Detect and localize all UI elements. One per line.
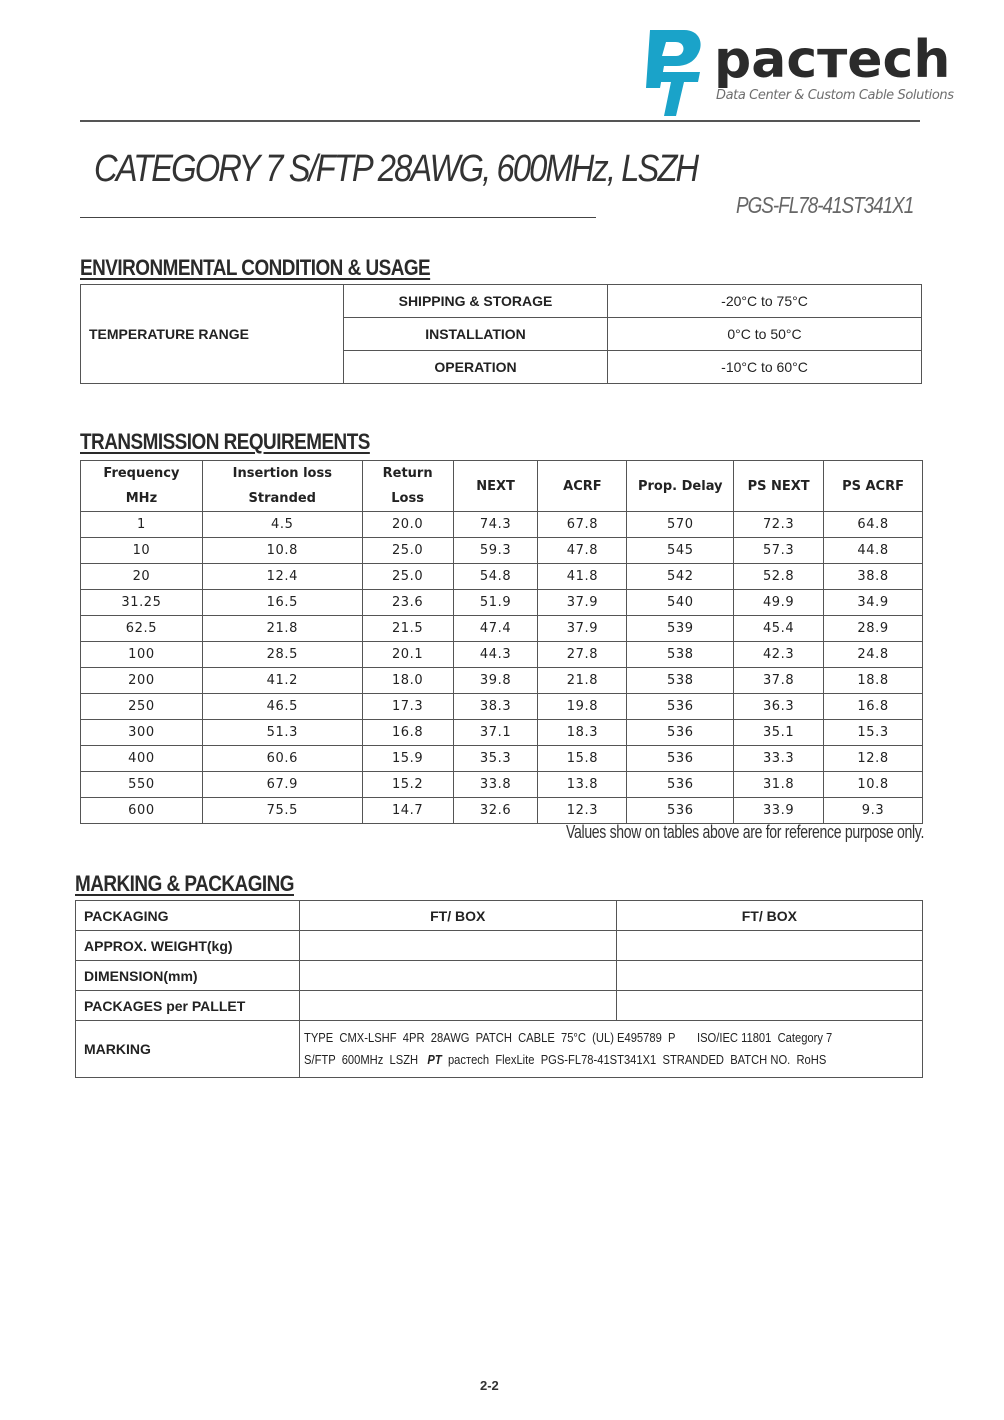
ft-box-header: FT/ BOX bbox=[616, 901, 922, 931]
table-cell: 536 bbox=[627, 720, 734, 746]
table-cell: 15.8 bbox=[538, 746, 627, 772]
table-row bbox=[81, 616, 923, 642]
header-divider bbox=[80, 120, 920, 122]
company-logo bbox=[640, 26, 954, 118]
table-cell: 4.5 bbox=[202, 512, 362, 538]
table-cell: 15.9 bbox=[362, 746, 453, 772]
table-cell: 539 bbox=[627, 616, 734, 642]
table-cell: 52.8 bbox=[734, 564, 824, 590]
table-cell: 536 bbox=[627, 772, 734, 798]
table-cell: 41.8 bbox=[538, 564, 627, 590]
table-cell: 37.9 bbox=[538, 590, 627, 616]
value-cell: -10°C to 60°C bbox=[608, 351, 922, 384]
column-header: ACRF bbox=[538, 461, 627, 512]
table-row bbox=[81, 694, 923, 720]
table-cell: 60.6 bbox=[202, 746, 362, 772]
table-cell: 300 bbox=[81, 720, 203, 746]
table-cell: 31.25 bbox=[81, 590, 203, 616]
transmission-table bbox=[80, 460, 923, 824]
header-line2: Loss bbox=[391, 491, 424, 506]
value-cell bbox=[299, 931, 616, 961]
part-number: PGS-FL78-41ST341X1 bbox=[736, 192, 914, 218]
table-cell: 18.8 bbox=[824, 668, 923, 694]
table-cell: 9.3 bbox=[824, 798, 923, 824]
table-row bbox=[81, 512, 923, 538]
table-cell: 545 bbox=[627, 538, 734, 564]
table-cell: 16.5 bbox=[202, 590, 362, 616]
table-cell: 250 bbox=[81, 694, 203, 720]
table-cell: 536 bbox=[627, 798, 734, 824]
table-cell: 25.0 bbox=[362, 538, 453, 564]
table-cell: 35.1 bbox=[734, 720, 824, 746]
table-cell: 100 bbox=[81, 642, 203, 668]
table-cell: 540 bbox=[627, 590, 734, 616]
condition-cell: INSTALLATION bbox=[344, 318, 608, 351]
table-cell: 17.3 bbox=[362, 694, 453, 720]
table-cell: 14.7 bbox=[362, 798, 453, 824]
table-cell: 31.8 bbox=[734, 772, 824, 798]
marking-table bbox=[75, 900, 923, 1078]
table-cell: 75.5 bbox=[202, 798, 362, 824]
table-cell: 536 bbox=[627, 694, 734, 720]
environment-section-title: ENVIRONMENTAL CONDITION & USAGE bbox=[80, 255, 431, 280]
table-cell: 18.3 bbox=[538, 720, 627, 746]
table-cell: 15.2 bbox=[362, 772, 453, 798]
table-cell: 51.3 bbox=[202, 720, 362, 746]
transmission-section-title: TRANSMISSION REQUIREMENTS bbox=[80, 429, 370, 454]
table-cell: 20.0 bbox=[362, 512, 453, 538]
condition-cell: OPERATION bbox=[344, 351, 608, 384]
table-cell: 44.8 bbox=[824, 538, 923, 564]
table-cell: 33.3 bbox=[734, 746, 824, 772]
table-cell: 600 bbox=[81, 798, 203, 824]
transmission-table-body bbox=[81, 512, 923, 824]
table-row bbox=[76, 991, 923, 1021]
table-cell: 47.4 bbox=[453, 616, 538, 642]
table-row bbox=[81, 538, 923, 564]
pt-logo-icon bbox=[640, 26, 710, 118]
column-header: Prop. Delay bbox=[627, 461, 734, 512]
marking-line2-start: S/FTP 600MHz LSZH bbox=[303, 1052, 428, 1067]
table-cell: 49.9 bbox=[734, 590, 824, 616]
table-cell: 538 bbox=[627, 668, 734, 694]
marking-text bbox=[299, 1021, 922, 1078]
table-cell: 62.5 bbox=[81, 616, 203, 642]
table-cell: 44.3 bbox=[453, 642, 538, 668]
value-cell bbox=[616, 991, 922, 1021]
table-cell: 25.0 bbox=[362, 564, 453, 590]
table-cell: 550 bbox=[81, 772, 203, 798]
reference-note: Values show on tables above are for reference purpose only. bbox=[566, 822, 925, 842]
environment-table bbox=[80, 284, 922, 384]
table-row bbox=[76, 931, 923, 961]
table-cell: 13.8 bbox=[538, 772, 627, 798]
value-cell bbox=[299, 991, 616, 1021]
table-row bbox=[81, 668, 923, 694]
condition-cell: SHIPPING & STORAGE bbox=[344, 285, 608, 318]
table-cell: 74.3 bbox=[453, 512, 538, 538]
header-line1: Insertion loss bbox=[232, 466, 332, 481]
value-cell bbox=[299, 961, 616, 991]
table-cell: 21.8 bbox=[538, 668, 627, 694]
table-cell: 19.8 bbox=[538, 694, 627, 720]
table-cell: 42.3 bbox=[734, 642, 824, 668]
marking-label: MARKING bbox=[76, 1021, 300, 1078]
table-cell: 67.9 bbox=[202, 772, 362, 798]
table-cell: 1 bbox=[81, 512, 203, 538]
table-row bbox=[76, 901, 923, 931]
table-cell: 18.0 bbox=[362, 668, 453, 694]
table-cell: 37.8 bbox=[734, 668, 824, 694]
table-cell: 200 bbox=[81, 668, 203, 694]
table-cell: 536 bbox=[627, 746, 734, 772]
table-cell: 54.8 bbox=[453, 564, 538, 590]
header-line2: Stranded bbox=[248, 491, 316, 506]
ft-box-header: FT/ BOX bbox=[299, 901, 616, 931]
table-cell: 10.8 bbox=[202, 538, 362, 564]
column-header bbox=[362, 461, 453, 512]
table-row bbox=[81, 746, 923, 772]
table-cell: 12.3 bbox=[538, 798, 627, 824]
table-cell: 15.3 bbox=[824, 720, 923, 746]
table-row bbox=[81, 772, 923, 798]
value-cell bbox=[616, 961, 922, 991]
table-row bbox=[81, 720, 923, 746]
logo-tagline: Data Center & Custom Cable Solutions bbox=[716, 88, 954, 103]
column-header: NEXT bbox=[453, 461, 538, 512]
value-cell: -20°C to 75°C bbox=[608, 285, 922, 318]
table-cell: 10 bbox=[81, 538, 203, 564]
table-row bbox=[81, 564, 923, 590]
packaging-label: PACKAGING bbox=[76, 901, 300, 931]
table-row bbox=[81, 590, 923, 616]
table-cell: 57.3 bbox=[734, 538, 824, 564]
table-cell: 41.2 bbox=[202, 668, 362, 694]
page-title: CATEGORY 7 S/FTP 28AWG, 600MHz, LSZH bbox=[94, 148, 698, 190]
table-cell: 32.6 bbox=[453, 798, 538, 824]
table-cell: 28.9 bbox=[824, 616, 923, 642]
table-cell: 37.9 bbox=[538, 616, 627, 642]
table-cell: 20.1 bbox=[362, 642, 453, 668]
table-cell: 46.5 bbox=[202, 694, 362, 720]
header-line2: MHz bbox=[125, 491, 158, 506]
table-cell: 59.3 bbox=[453, 538, 538, 564]
value-cell bbox=[616, 931, 922, 961]
row-label: PACKAGES per PALLET bbox=[76, 991, 300, 1021]
column-header bbox=[81, 461, 203, 512]
pt-brand-mark: PT bbox=[427, 1052, 442, 1067]
table-cell: 538 bbox=[627, 642, 734, 668]
table-cell: 20 bbox=[81, 564, 203, 590]
table-cell: 64.8 bbox=[824, 512, 923, 538]
table-cell: 35.3 bbox=[453, 746, 538, 772]
table-cell: 34.9 bbox=[824, 590, 923, 616]
marking-line1: TYPE CMX-LSHF 4PR 28AWG PATCH CABLE 75°C (UL) E495789 P ISO/IEC 11801 Category 7 bbox=[303, 1030, 833, 1045]
table-cell: 37.1 bbox=[453, 720, 538, 746]
table-cell: 28.5 bbox=[202, 642, 362, 668]
column-header: PS ACRF bbox=[824, 461, 923, 512]
table-cell: 10.8 bbox=[824, 772, 923, 798]
table-cell: 67.8 bbox=[538, 512, 627, 538]
table-header-row bbox=[81, 461, 923, 512]
table-cell: 16.8 bbox=[824, 694, 923, 720]
table-cell: 16.8 bbox=[362, 720, 453, 746]
marking-line2-end: pacтech FlexLite PGS-FL78-41ST341X1 STRANDED BATCH NO. RoHS bbox=[441, 1052, 827, 1067]
table-row bbox=[81, 798, 923, 824]
temperature-range-label: TEMPERATURE RANGE bbox=[81, 285, 344, 384]
table-cell: 12.4 bbox=[202, 564, 362, 590]
header-line1: Frequency bbox=[103, 466, 180, 481]
table-cell: 33.9 bbox=[734, 798, 824, 824]
table-row bbox=[81, 285, 922, 318]
table-cell: 400 bbox=[81, 746, 203, 772]
table-row bbox=[76, 1021, 923, 1078]
table-cell: 570 bbox=[627, 512, 734, 538]
column-header: PS NEXT bbox=[734, 461, 824, 512]
table-cell: 542 bbox=[627, 564, 734, 590]
marking-section-title: MARKING & PACKAGING bbox=[75, 871, 294, 896]
table-cell: 21.5 bbox=[362, 616, 453, 642]
table-row bbox=[81, 642, 923, 668]
table-cell: 47.8 bbox=[538, 538, 627, 564]
table-cell: 23.6 bbox=[362, 590, 453, 616]
title-underline bbox=[80, 217, 596, 218]
table-cell: 72.3 bbox=[734, 512, 824, 538]
logo-wordmark: pacтech bbox=[714, 30, 951, 90]
table-cell: 38.3 bbox=[453, 694, 538, 720]
page-number: 2-2 bbox=[480, 1378, 499, 1393]
table-cell: 33.8 bbox=[453, 772, 538, 798]
table-cell: 36.3 bbox=[734, 694, 824, 720]
table-cell: 24.8 bbox=[824, 642, 923, 668]
table-cell: 21.8 bbox=[202, 616, 362, 642]
table-cell: 38.8 bbox=[824, 564, 923, 590]
marking-line2 bbox=[304, 1049, 826, 1071]
row-label: DIMENSION(mm) bbox=[76, 961, 300, 991]
value-cell: 0°C to 50°C bbox=[608, 318, 922, 351]
table-cell: 39.8 bbox=[453, 668, 538, 694]
column-header bbox=[202, 461, 362, 512]
table-cell: 12.8 bbox=[824, 746, 923, 772]
row-label: APPROX. WEIGHT(kg) bbox=[76, 931, 300, 961]
table-cell: 45.4 bbox=[734, 616, 824, 642]
table-row bbox=[76, 961, 923, 991]
table-cell: 27.8 bbox=[538, 642, 627, 668]
header-line1: Return bbox=[382, 466, 433, 481]
table-cell: 51.9 bbox=[453, 590, 538, 616]
